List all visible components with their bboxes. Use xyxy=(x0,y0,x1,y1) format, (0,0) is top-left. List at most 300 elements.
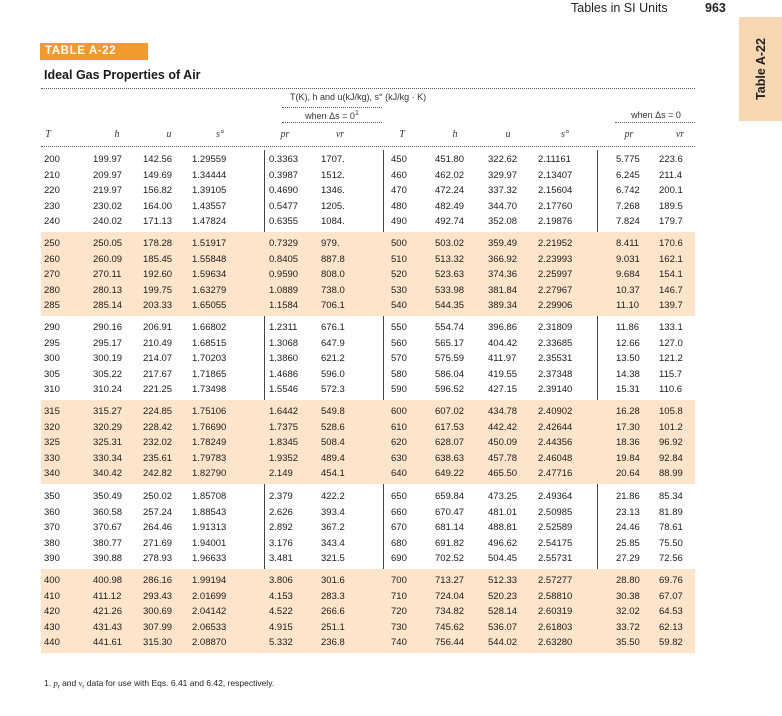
table-cell: 979. xyxy=(321,238,340,249)
table-cell: 2.13407 xyxy=(538,169,573,181)
table-cell: 490 xyxy=(391,216,407,227)
table-cell: 2.17760 xyxy=(538,200,573,212)
table-cell: 500 xyxy=(391,238,407,249)
row-band xyxy=(41,400,695,484)
table-cell: 189.5 xyxy=(659,200,683,212)
table-cell: 264.46 xyxy=(143,522,173,533)
table-cell: 2.04142 xyxy=(192,606,227,617)
table-cell: 142.56 xyxy=(143,154,173,165)
table-cell: 2.19876 xyxy=(538,216,573,227)
table-cell: 300.19 xyxy=(93,353,123,364)
table-cell: 1.0889 xyxy=(269,284,299,296)
table-cell: 325 xyxy=(44,437,60,448)
table-cell: 283.3 xyxy=(321,590,345,602)
table-cell: 290 xyxy=(44,322,60,333)
table-cell: 240.02 xyxy=(93,216,123,227)
table-cell: 105.8 xyxy=(659,406,683,417)
table-cell: 396.86 xyxy=(488,322,518,333)
table-cell: 472.24 xyxy=(435,185,465,196)
table-cell: 366.92 xyxy=(488,253,518,265)
table-cell: 544.02 xyxy=(488,637,518,648)
table-cell: 1.70203 xyxy=(192,353,227,364)
table-cell: 127.0 xyxy=(659,337,683,349)
table-cell: 1346. xyxy=(321,185,345,196)
table-cell: 6.742 xyxy=(616,185,640,196)
table-cell: 1.29559 xyxy=(192,154,227,165)
table-cell: 659.84 xyxy=(435,491,465,502)
table-cell: 410 xyxy=(44,590,60,602)
table-cell: 421.26 xyxy=(93,606,123,617)
table-cell: 575.59 xyxy=(435,353,465,364)
table-cell: 1.65055 xyxy=(192,300,227,311)
table-cell: 20.64 xyxy=(616,468,640,479)
table-cell: 24.46 xyxy=(616,522,640,533)
table-cell: 738.0 xyxy=(321,284,345,296)
table-cell: 607.02 xyxy=(435,406,465,417)
table-cell: 2.149 xyxy=(269,468,293,479)
table-cell: 11.86 xyxy=(616,322,640,333)
table-title: Ideal Gas Properties of Air xyxy=(44,68,201,82)
table-cell: 0.3987 xyxy=(269,169,299,181)
table-cell: 310.24 xyxy=(93,384,123,395)
table-cell: 14.38 xyxy=(616,368,640,380)
table-cell: 2.50985 xyxy=(538,506,573,518)
table-cell: 1512. xyxy=(321,169,345,181)
table-cell: 219.97 xyxy=(93,185,123,196)
table-cell: 2.46048 xyxy=(538,452,573,464)
table-cell: 220 xyxy=(44,185,60,196)
table-cell: 2.01699 xyxy=(192,590,227,602)
table-cell: 628.07 xyxy=(435,437,465,448)
table-cell: 0.4690 xyxy=(269,185,299,196)
table-cell: 3.176 xyxy=(269,537,293,549)
table-cell: 330 xyxy=(44,452,60,464)
table-cell: 691.82 xyxy=(435,537,465,549)
table-cell: 1.91313 xyxy=(192,522,227,533)
table-cell: 310 xyxy=(44,384,60,395)
header-bottom-rule xyxy=(41,146,695,147)
table-cell: 1205. xyxy=(321,200,345,212)
column-header: h xyxy=(114,129,120,140)
table-cell: 4.153 xyxy=(269,590,293,602)
table-cell: 730 xyxy=(391,621,407,633)
table-cell: 59.82 xyxy=(659,637,683,648)
table-cell: 1.75106 xyxy=(192,406,227,417)
table-cell: 454.1 xyxy=(321,468,345,479)
footnote: 1. $p_r$ and $v_r$ data for use with Eqs. 6.41 and 6.42, respectively. xyxy=(44,678,275,691)
table-cell: 199.97 xyxy=(93,154,123,165)
table-cell: 640 xyxy=(391,468,407,479)
column-header: vr xyxy=(675,129,685,140)
table-cell: 0.3363 xyxy=(269,154,299,165)
table-cell: 572.3 xyxy=(321,384,345,395)
table-cell: 440 xyxy=(44,637,60,648)
table-cell: 565.17 xyxy=(435,337,465,349)
table-cell: 340 xyxy=(44,468,60,479)
table-cell: 554.74 xyxy=(435,322,465,333)
table-cell: 586.04 xyxy=(435,368,465,380)
table-cell: 2.11161 xyxy=(538,154,571,165)
table-cell: 192.60 xyxy=(143,269,173,280)
table-cell: 300 xyxy=(44,353,60,364)
table-cell: 250.05 xyxy=(93,238,123,249)
table-cell: 492.74 xyxy=(435,216,465,227)
table-cell: 676.1 xyxy=(321,322,345,333)
table-cell: 18.36 xyxy=(616,437,640,448)
table-cell: 27.29 xyxy=(616,553,640,564)
table-cell: 1084. xyxy=(321,216,345,227)
when-label-right: when Δs = 0 xyxy=(631,110,681,120)
table-cell: 504.45 xyxy=(488,553,518,564)
table-cell: 2.27967 xyxy=(538,284,573,296)
when-underline-left xyxy=(282,122,382,123)
table-cell: 300.69 xyxy=(143,606,173,617)
table-cell: 217.67 xyxy=(143,368,173,380)
table-cell: 10.37 xyxy=(616,284,640,296)
table-cell: 11.10 xyxy=(616,300,640,311)
table-cell: 520 xyxy=(391,269,407,280)
table-cell: 179.7 xyxy=(659,216,683,227)
table-cell: 240 xyxy=(44,216,60,227)
top-dotted-rule xyxy=(41,88,695,89)
table-cell: 457.78 xyxy=(488,452,518,464)
table-cell: 756.44 xyxy=(435,637,465,648)
when-underline-right xyxy=(615,122,695,123)
table-cell: 513.32 xyxy=(435,253,465,265)
table-cell: 285 xyxy=(44,300,60,311)
column-header: T xyxy=(399,129,405,140)
table-cell: 740 xyxy=(391,637,407,648)
table-cell: 550 xyxy=(391,322,407,333)
table-cell: 2.52589 xyxy=(538,522,573,533)
table-cell: 1.8345 xyxy=(269,437,299,448)
table-cell: 232.02 xyxy=(143,437,173,448)
table-cell: 470 xyxy=(391,185,407,196)
table-cell: 496.62 xyxy=(488,537,518,549)
table-cell: 389.34 xyxy=(488,300,518,311)
table-cell: 85.34 xyxy=(659,491,683,502)
table-cell: 560 xyxy=(391,337,407,349)
column-header: s° xyxy=(216,129,224,140)
table-cell: 12.66 xyxy=(616,337,640,349)
table-cell: 549.8 xyxy=(321,406,345,417)
table-cell: 21.86 xyxy=(616,491,640,502)
column-header: h xyxy=(452,129,458,140)
table-cell: 293.43 xyxy=(143,590,173,602)
table-cell: 0.8405 xyxy=(269,253,299,265)
table-cell: 260.09 xyxy=(93,253,123,265)
table-cell: 680 xyxy=(391,537,407,549)
page-number: 963 xyxy=(705,1,726,15)
table-cell: 271.69 xyxy=(143,537,173,549)
table-cell: 1.34444 xyxy=(192,169,227,181)
table-cell: 630 xyxy=(391,452,407,464)
column-header: pr xyxy=(280,129,290,140)
table-cell: 411.97 xyxy=(488,353,517,364)
table-cell: 1.47824 xyxy=(192,216,227,227)
table-cell: 2.626 xyxy=(269,506,293,518)
table-cell: 380.77 xyxy=(93,537,123,549)
column-header: s° xyxy=(561,129,569,140)
table-cell: 1.6442 xyxy=(269,406,299,417)
table-cell: 305 xyxy=(44,368,60,380)
table-cell: 596.52 xyxy=(435,384,465,395)
table-cell: 400.98 xyxy=(93,575,123,586)
table-cell: 75.50 xyxy=(659,537,683,549)
table-cell: 199.75 xyxy=(143,284,173,296)
table-cell: 210.49 xyxy=(143,337,173,349)
table-cell: 64.53 xyxy=(659,606,683,617)
table-cell: 337.32 xyxy=(488,185,518,196)
table-cell: 295.17 xyxy=(93,337,123,349)
table-cell: 442.42 xyxy=(488,421,518,433)
table-cell: 280 xyxy=(44,284,60,296)
table-cell: 1.59634 xyxy=(192,269,227,280)
column-header: pr xyxy=(624,129,634,140)
table-cell: 465.50 xyxy=(488,468,518,479)
table-cell: 266.6 xyxy=(321,606,345,617)
table-cell: 720 xyxy=(391,606,407,617)
table-cell: 1.94001 xyxy=(192,537,227,549)
table-cell: 434.78 xyxy=(488,406,518,417)
table-cell: 360 xyxy=(44,506,60,518)
table-cell: 427.15 xyxy=(488,384,518,395)
table-cell: 660 xyxy=(391,506,407,518)
table-cell: 370.67 xyxy=(93,522,123,533)
table-cell: 530 xyxy=(391,284,407,296)
table-cell: 30.38 xyxy=(616,590,640,602)
units-underline xyxy=(282,107,382,108)
table-cell: 25.85 xyxy=(616,537,640,549)
table-label: TABLE A-22 xyxy=(40,43,148,60)
table-cell: 32.02 xyxy=(616,606,640,617)
table-cell: 1.1584 xyxy=(269,300,299,311)
table-cell: 510 xyxy=(391,253,407,265)
table-cell: 451.80 xyxy=(435,154,465,165)
table-cell: 203.33 xyxy=(143,300,173,311)
table-cell: 154.1 xyxy=(659,269,683,280)
table-cell: 2.54175 xyxy=(538,537,573,549)
table-cell: 600 xyxy=(391,406,407,417)
table-cell: 5.332 xyxy=(269,637,293,648)
table-cell: 1.7375 xyxy=(269,421,299,433)
table-cell: 214.07 xyxy=(143,353,173,364)
table-cell: 257.24 xyxy=(143,506,173,518)
table-cell: 230 xyxy=(44,200,60,212)
table-cell: 808.0 xyxy=(321,269,345,280)
table-cell: 321.5 xyxy=(321,553,345,564)
table-cell: 638.63 xyxy=(435,452,465,464)
table-cell: 2.21952 xyxy=(538,238,573,249)
table-cell: 221.25 xyxy=(143,384,173,395)
table-cell: 67.07 xyxy=(659,590,683,602)
table-cell: 1.3068 xyxy=(269,337,299,349)
table-cell: 488.81 xyxy=(488,522,518,533)
table-cell: 344.70 xyxy=(488,200,518,212)
table-cell: 724.04 xyxy=(435,590,465,602)
table-cell: 650 xyxy=(391,491,407,502)
table-cell: 343.4 xyxy=(321,537,345,549)
table-cell: 1707. xyxy=(321,154,345,165)
column-header: u xyxy=(166,129,172,140)
table-cell: 301.6 xyxy=(321,575,345,586)
table-cell: 88.99 xyxy=(659,468,683,479)
table-cell: 2.60319 xyxy=(538,606,573,617)
table-cell: 35.50 xyxy=(616,637,640,648)
table-cell: 1.96633 xyxy=(192,553,227,564)
table-cell: 350 xyxy=(44,491,60,502)
table-cell: 380 xyxy=(44,537,60,549)
table-cell: 1.76690 xyxy=(192,421,227,433)
table-cell: 422.2 xyxy=(321,491,345,502)
table-cell: 621.2 xyxy=(321,353,345,364)
table-cell: 706.1 xyxy=(321,300,345,311)
table-cell: 411.12 xyxy=(93,590,122,602)
table-cell: 508.4 xyxy=(321,437,345,448)
table-cell: 544.35 xyxy=(435,300,465,311)
table-cell: 72.56 xyxy=(659,553,683,564)
table-cell: 4.522 xyxy=(269,606,293,617)
table-cell: 325.31 xyxy=(93,437,123,448)
table-cell: 489.4 xyxy=(321,452,345,464)
table-cell: 370 xyxy=(44,522,60,533)
table-cell: 170.6 xyxy=(659,238,683,249)
table-cell: 745.62 xyxy=(435,621,465,633)
table-cell: 33.72 xyxy=(616,621,640,633)
table-cell: 285.14 xyxy=(93,300,123,311)
table-cell: 206.91 xyxy=(143,322,173,333)
table-cell: 441.61 xyxy=(93,637,123,648)
table-cell: 320.29 xyxy=(93,421,123,433)
table-cell: 210 xyxy=(44,169,60,181)
table-cell: 81.89 xyxy=(659,506,683,518)
table-cell: 2.55731 xyxy=(538,553,573,564)
table-cell: 223.6 xyxy=(659,154,683,165)
table-cell: 320 xyxy=(44,421,60,433)
table-cell: 235.61 xyxy=(143,452,173,464)
table-cell: 92.84 xyxy=(659,452,683,464)
table-cell: 28.80 xyxy=(616,575,640,586)
table-cell: 270 xyxy=(44,269,60,280)
table-cell: 307.99 xyxy=(143,621,173,633)
table-cell: 211.4 xyxy=(659,169,683,181)
table-cell: 156.82 xyxy=(143,185,173,196)
table-cell: 2.58810 xyxy=(538,590,573,602)
table-cell: 0.6355 xyxy=(269,216,299,227)
table-cell: 149.69 xyxy=(143,169,173,181)
table-cell: 164.00 xyxy=(143,200,173,212)
table-cell: 2.29906 xyxy=(538,300,573,311)
table-cell: 15.31 xyxy=(616,384,640,395)
table-cell: 133.1 xyxy=(659,322,683,333)
table-cell: 2.25997 xyxy=(538,269,573,280)
table-cell: 580 xyxy=(391,368,407,380)
table-cell: 1.51917 xyxy=(192,238,227,249)
table-cell: 360.58 xyxy=(93,506,123,518)
table-cell: 115.7 xyxy=(659,368,683,380)
table-cell: 2.35531 xyxy=(538,353,573,364)
table-cell: 1.73498 xyxy=(192,384,227,395)
table-cell: 290.16 xyxy=(93,322,123,333)
table-cell: 9.031 xyxy=(616,253,640,265)
table-cell: 700 xyxy=(391,575,407,586)
units-line: T(K), h and u(kJ/kg), s° (kJ/kg · K) xyxy=(290,92,427,102)
table-cell: 230.02 xyxy=(93,200,123,212)
table-cell: 374.36 xyxy=(488,269,518,280)
table-cell: 2.31809 xyxy=(538,322,573,333)
table-cell: 78.61 xyxy=(659,522,683,533)
table-cell: 1.39105 xyxy=(192,185,227,196)
table-cell: 1.2311 xyxy=(269,322,298,333)
table-cell: 3.806 xyxy=(269,575,293,586)
table-cell: 280.13 xyxy=(93,284,123,296)
table-cell: 482.49 xyxy=(435,200,465,212)
table-cell: 2.44356 xyxy=(538,437,573,448)
table-cell: 200 xyxy=(44,154,60,165)
table-cell: 404.42 xyxy=(488,337,518,349)
table-cell: 690 xyxy=(391,553,407,564)
table-cell: 533.98 xyxy=(435,284,465,296)
table-cell: 101.2 xyxy=(659,421,683,433)
table-cell: 270.11 xyxy=(93,269,122,280)
table-cell: 528.14 xyxy=(488,606,518,617)
table-cell: 2.33685 xyxy=(538,337,573,349)
table-cell: 2.15604 xyxy=(538,185,573,196)
column-header: vr xyxy=(335,129,345,140)
table-cell: 224.85 xyxy=(143,406,173,417)
table-cell: 228.42 xyxy=(143,421,173,433)
table-cell: 419.55 xyxy=(488,368,518,380)
table-cell: 171.13 xyxy=(143,216,173,227)
table-cell: 329.97 xyxy=(488,169,518,181)
table-cell: 7.268 xyxy=(616,200,640,212)
table-cell: 523.63 xyxy=(435,269,465,280)
table-cell: 286.16 xyxy=(143,575,173,586)
table-cell: 2.42644 xyxy=(538,421,573,433)
table-cell: 670.47 xyxy=(435,506,465,518)
table-cell: 2.06533 xyxy=(192,621,227,633)
table-cell: 390 xyxy=(44,553,60,564)
table-cell: 2.63280 xyxy=(538,637,573,648)
table-cell: 481.01 xyxy=(488,506,518,518)
table-cell: 590 xyxy=(391,384,407,395)
table-cell: 23.13 xyxy=(616,506,640,518)
table-cell: 528.6 xyxy=(321,421,345,433)
table-cell: 315.30 xyxy=(143,637,173,648)
table-cell: 3.481 xyxy=(269,553,293,564)
table-cell: 19.84 xyxy=(616,452,640,464)
table-cell: 16.28 xyxy=(616,406,640,417)
table-cell: 13.50 xyxy=(616,353,640,364)
table-cell: 381.84 xyxy=(488,284,518,296)
table-cell: 250.02 xyxy=(143,491,173,502)
table-cell: 322.62 xyxy=(488,154,518,165)
table-cell: 2.61803 xyxy=(538,621,573,633)
side-tab xyxy=(739,17,782,121)
table-cell: 1.43557 xyxy=(192,200,227,212)
table-cell: 1.85708 xyxy=(192,491,227,502)
row-band xyxy=(41,569,695,653)
table-cell: 162.1 xyxy=(659,253,683,265)
table-cell: 0.5477 xyxy=(269,200,299,212)
table-cell: 393.4 xyxy=(321,506,345,518)
table-cell: 330.34 xyxy=(93,452,123,464)
table-cell: 512.33 xyxy=(488,575,518,586)
table-cell: 1.82790 xyxy=(192,468,227,479)
table-cell: 1.78249 xyxy=(192,437,227,448)
table-cell: 359.49 xyxy=(488,238,518,249)
table-cell: 251.1 xyxy=(321,621,345,633)
